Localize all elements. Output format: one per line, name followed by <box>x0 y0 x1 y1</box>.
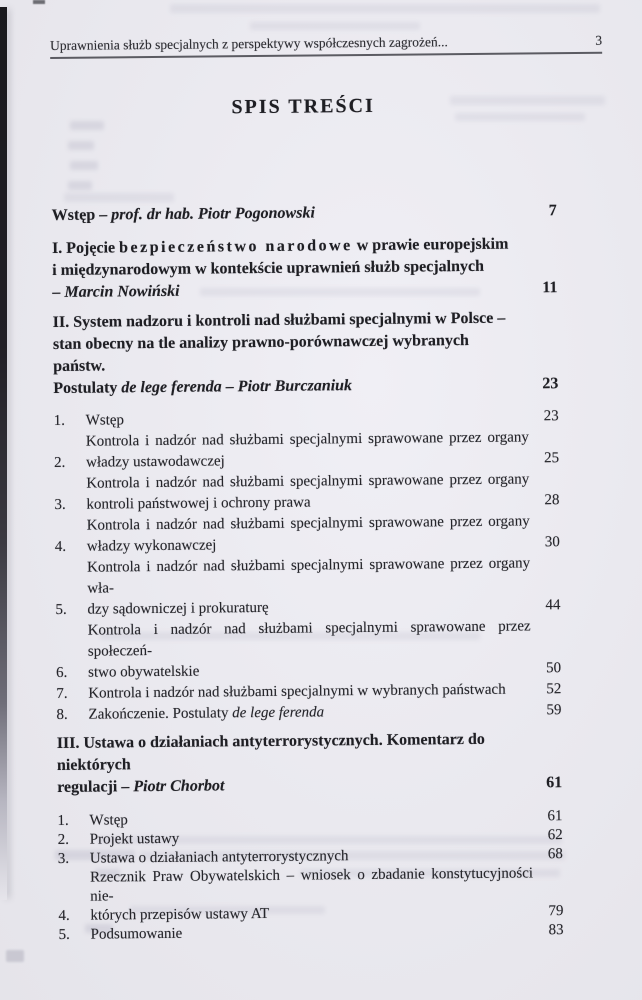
item-line: Kontrola i nadzór nad służbami specjalnymi sprawowane przez organy <box>86 513 530 534</box>
item-number: 1. <box>57 812 69 829</box>
item-text <box>91 921 534 944</box>
entry-page-number: 7 <box>548 202 557 220</box>
entry-page-number: 23 <box>542 375 559 393</box>
heading-segment: I. Pojęcie <box>51 239 120 257</box>
toc-title: SPIS TREŚCI <box>231 94 375 119</box>
item-line: Kontrola i nadzór nad służbami specjalnymi w wybranych państwach <box>88 681 506 702</box>
item-page-number: 61 <box>547 808 563 825</box>
item-page-number: 83 <box>548 922 564 939</box>
item-text <box>90 864 534 925</box>
item-line: Projekt ustawy <box>89 830 180 848</box>
item-number: 4. <box>54 538 67 555</box>
item-page-number: 23 <box>543 408 559 425</box>
item-number: 2. <box>57 831 70 848</box>
heading-author: Piotr Burczaniuk <box>237 377 353 396</box>
item-page-number: 68 <box>547 846 563 863</box>
toc-item <box>55 553 561 621</box>
item-line: Wstęp <box>89 812 128 829</box>
item-text <box>88 700 531 725</box>
item-page-number: 52 <box>546 681 562 698</box>
entry-text <box>52 201 523 226</box>
heading-line <box>53 373 524 400</box>
page-content <box>50 33 611 945</box>
item-page-number: 59 <box>546 702 562 719</box>
toc-item <box>58 864 564 926</box>
section-heading-2 <box>53 307 559 400</box>
item-number: 5. <box>58 926 70 943</box>
running-header <box>50 33 602 59</box>
toc-item <box>59 921 564 945</box>
heading-line: II. System nadzoru i kontroli nad służbami specjalnymi w Polsce – <box>52 309 506 331</box>
item-line: których przepisów ustawy AT <box>90 905 270 924</box>
book-gutter-edge <box>0 7 7 900</box>
section-2-items <box>54 406 562 726</box>
item-line: Kontrola i nadzór nad służbami specjalnymi sprawowane przez społeczeń- <box>87 618 531 660</box>
table-of-contents <box>51 93 564 945</box>
item-page-number: 28 <box>544 492 560 509</box>
section-3-items <box>57 807 563 945</box>
item-line: władzy wykonawczej <box>86 537 217 555</box>
item-line: Kontrola i nadzór nad służbami specjalnymi sprawowane przez organy wła- <box>87 555 531 597</box>
item-number: 8. <box>56 706 68 723</box>
scan-mark-bottom <box>6 950 24 962</box>
show-through-ghost <box>170 4 600 13</box>
item-line: Kontrola i nadzór nad służbami specjalnymi sprawowane przez organy <box>86 471 530 492</box>
item-line <box>88 700 531 725</box>
heading-line: i międzynarodowym w kontekście uprawnień służb specjalnych <box>52 257 485 279</box>
entry-author: prof. dr hab. Piotr Pogonowski <box>111 204 315 224</box>
item-page-number: 79 <box>548 903 564 920</box>
item-number: 4. <box>58 907 70 924</box>
entry-page-number: 61 <box>546 774 563 792</box>
heading-segment: regulacji – <box>57 778 134 796</box>
item-line: władzy ustawodawczej <box>86 453 225 471</box>
section-heading-text <box>57 728 529 799</box>
item-text <box>87 511 530 557</box>
entry-page-number: 11 <box>542 279 558 297</box>
item-text <box>86 469 529 515</box>
running-header-title: Uprawnienia służb specjalnych z perspektywy współczesnych zagrożeń... <box>50 34 448 53</box>
section-heading-text <box>52 233 524 304</box>
item-text <box>88 616 532 683</box>
item-line: Rzecznik Praw Obywatelskich – wniosek o zbadanie konstytucyjności nie- <box>89 865 534 905</box>
item-page-number: 62 <box>547 827 563 844</box>
heading-line: stan obecny na tle analizy prawno-porównawczej wybranych państw. <box>52 331 470 375</box>
heading-author-line: – Marcin Nowiński <box>52 282 180 301</box>
item-number: 5. <box>55 601 67 618</box>
item-number: 6. <box>56 664 68 681</box>
toc-item <box>54 427 559 474</box>
heading-segment-italic: de lege ferenda <box>121 378 222 397</box>
item-number: 3. <box>54 496 66 513</box>
item-line: dzy sądowniczej i prokuraturę <box>87 599 269 618</box>
toc-item <box>55 511 560 558</box>
section-heading-3 <box>57 728 563 799</box>
toc-item <box>56 700 561 726</box>
item-number: 7. <box>56 685 68 702</box>
show-through-ghost <box>250 22 420 30</box>
item-page-number: 50 <box>545 660 562 677</box>
item-text <box>86 427 529 473</box>
running-header-page-number: 3 <box>595 32 603 48</box>
heading-segment: w prawie europejskim <box>352 235 509 255</box>
section-heading-text <box>53 307 525 400</box>
item-line: Kontrola i nadzór nad służbami specjalnymi sprawowane przez organy <box>85 429 529 450</box>
item-line: Podsumowanie <box>90 925 183 943</box>
item-line: stwo obywatelskie <box>88 663 200 681</box>
item-number: 1. <box>53 412 66 429</box>
scan-mark-top <box>33 0 45 4</box>
item-line: kontroli państwowej i ochrony prawa <box>86 494 311 513</box>
item-line: Ustawa o działaniach antyterrorystycznych <box>89 848 349 867</box>
toc-item <box>56 616 562 684</box>
item-page-number: 30 <box>544 534 560 551</box>
item-segment-italic: de lege ferenda <box>232 704 325 722</box>
item-page-number: 25 <box>543 450 560 467</box>
toc-item <box>54 469 559 516</box>
toc-entry-wstep <box>52 201 557 226</box>
entry-label: Wstęp – <box>51 206 112 224</box>
heading-author: Piotr Chorbot <box>133 777 225 796</box>
item-segment: Zakończenie. Postulaty <box>88 705 233 723</box>
item-number: 3. <box>57 850 70 867</box>
item-text <box>87 553 531 620</box>
heading-segment-spaced: bezpieczeństwo narodowe <box>119 237 353 257</box>
heading-segment: Postulaty <box>53 379 122 397</box>
section-heading-1 <box>52 233 558 304</box>
heading-line <box>57 772 528 799</box>
item-page-number: 44 <box>545 597 561 614</box>
heading-segment: – <box>221 378 238 396</box>
item-line: Wstęp <box>85 412 125 429</box>
heading-line: III. Ustawa o działaniach antyterrorystycznych. Komentarz do niektórych <box>56 730 485 774</box>
item-number: 2. <box>54 454 66 471</box>
